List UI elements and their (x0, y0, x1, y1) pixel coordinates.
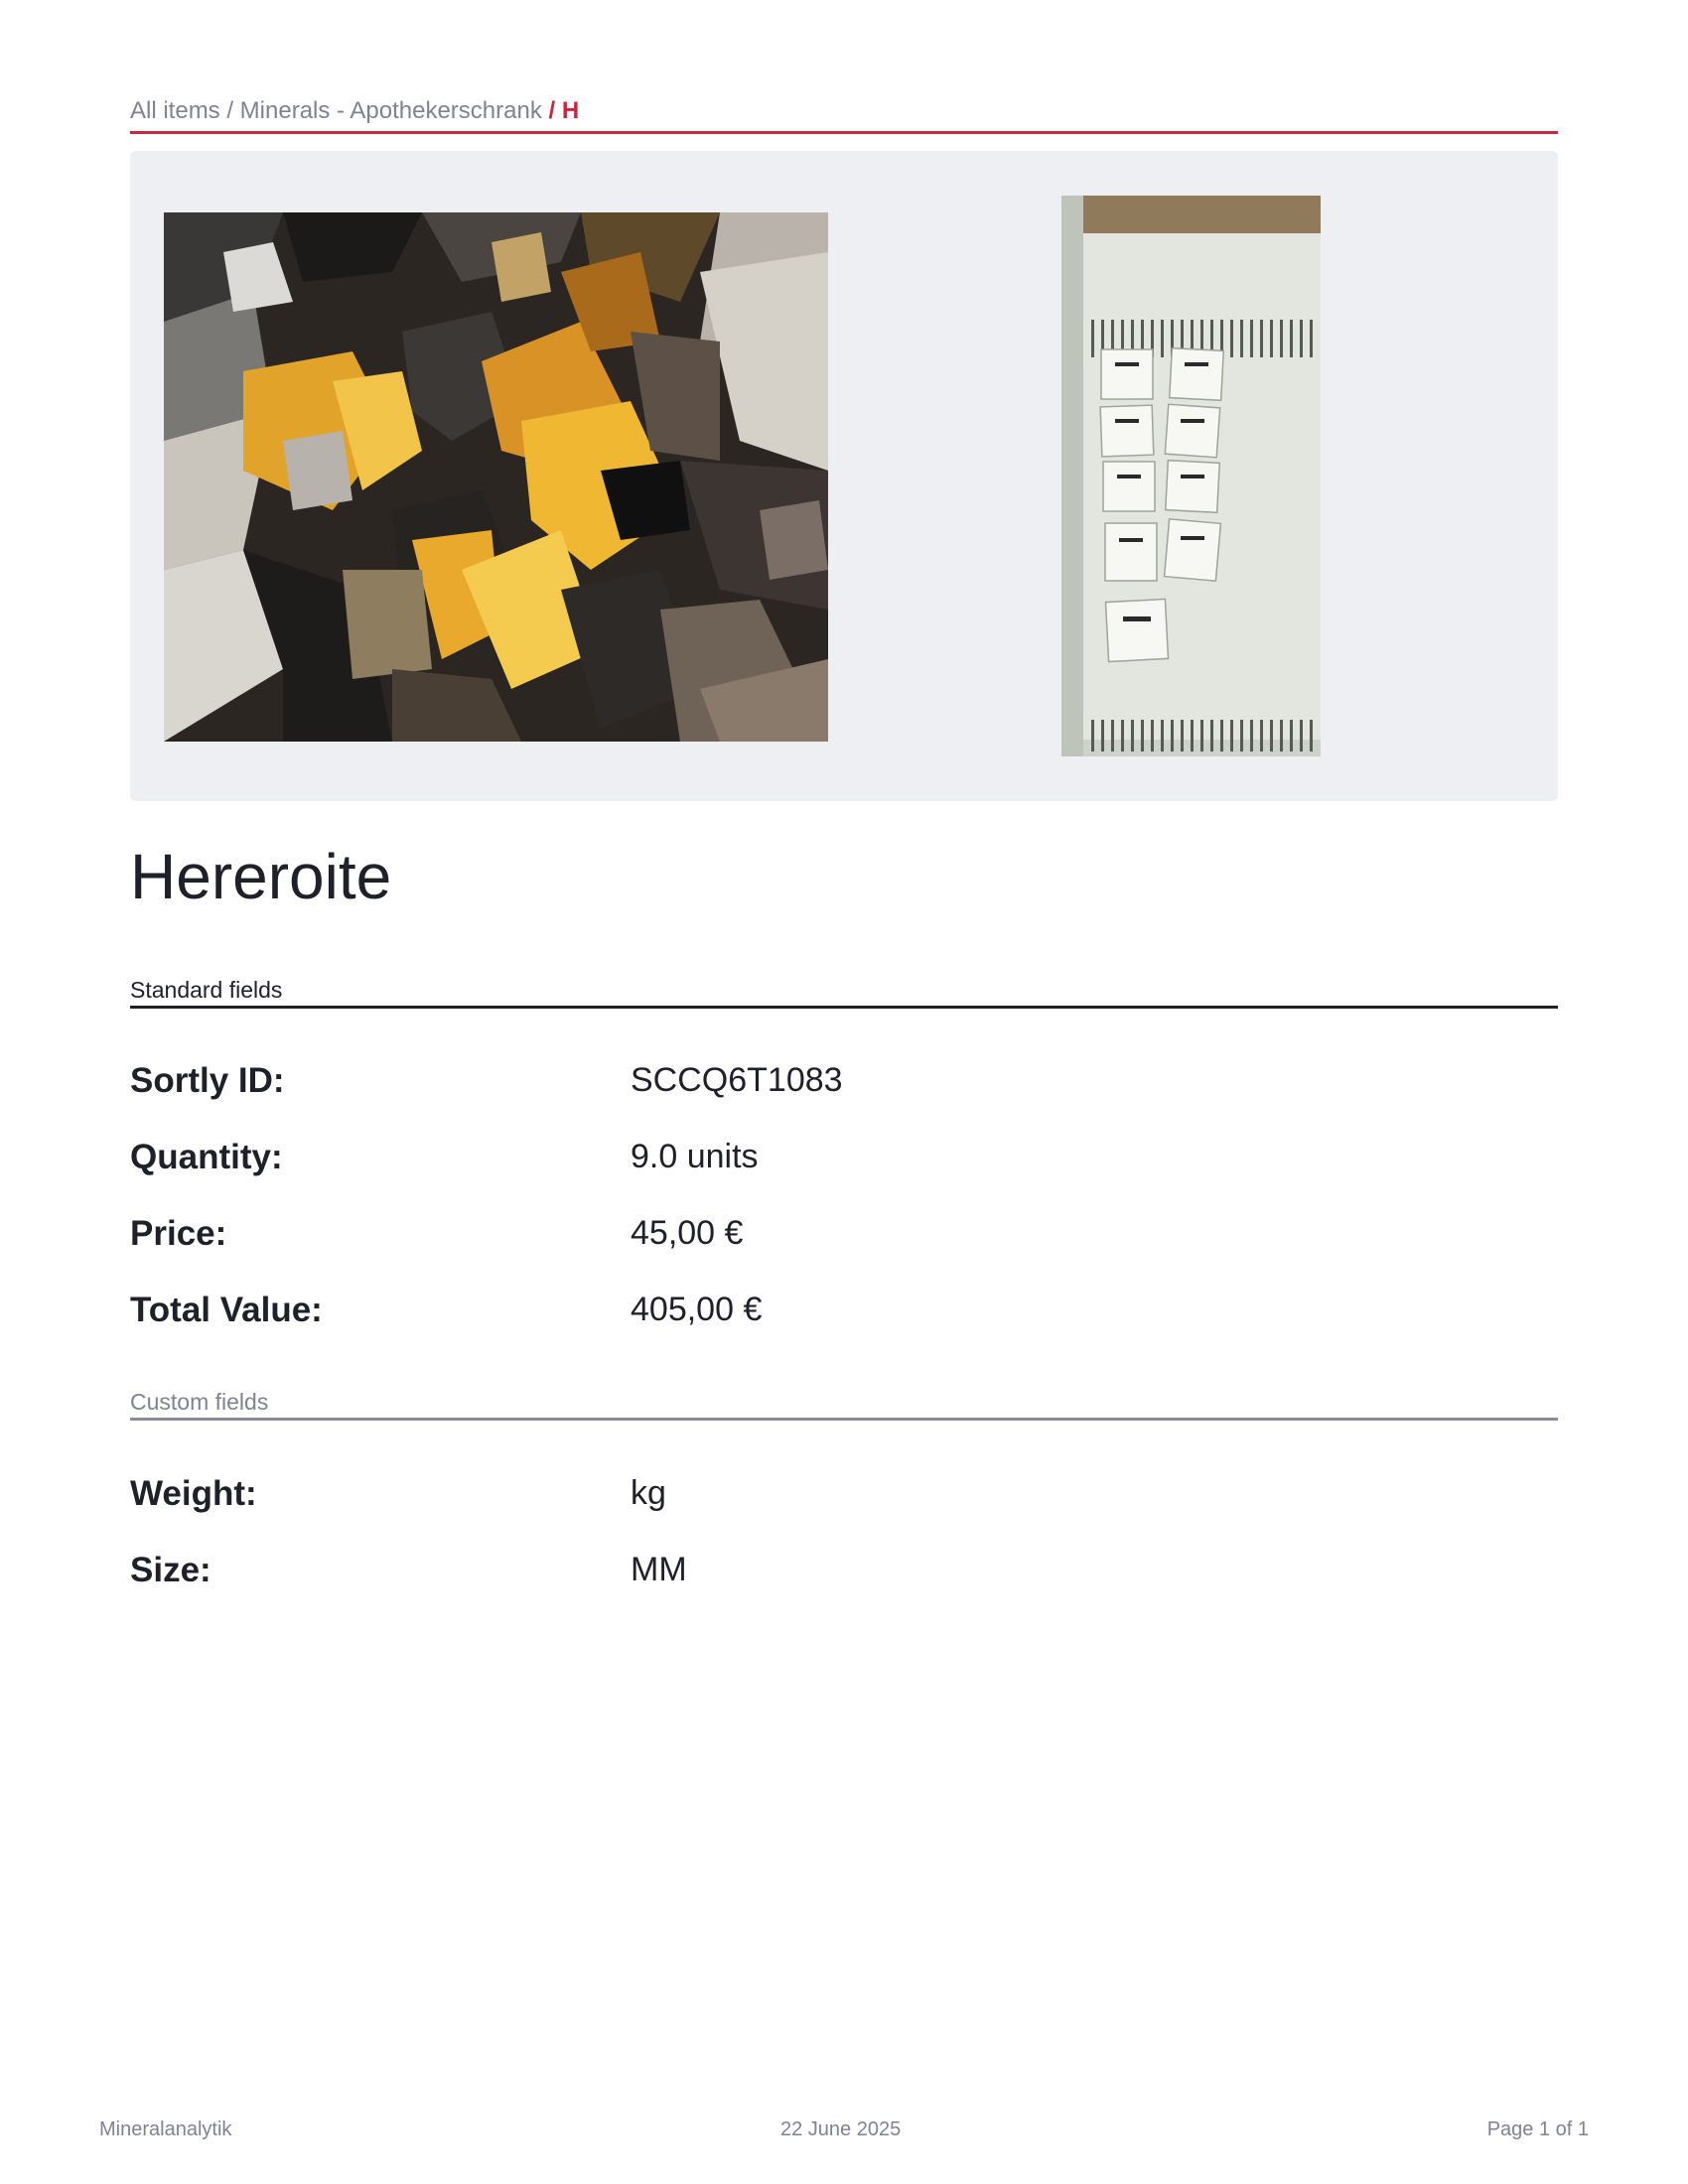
field-row-price (130, 1214, 1558, 1264)
field-label: Total Value: (130, 1291, 323, 1329)
breadcrumb-path[interactable]: All items / Minerals - Apothekerschrank (130, 97, 542, 124)
footer-page-number: Page 1 of 1 (1486, 2118, 1589, 2140)
mineral-specimen-photo[interactable] (164, 212, 828, 742)
field-row-weight (130, 1474, 1558, 1524)
field-value: 405,00 € (631, 1291, 763, 1328)
field-value: SCCQ6T1083 (631, 1061, 843, 1099)
custom-fields-heading: Custom fields (130, 1389, 1558, 1421)
field-label: Size: (130, 1551, 211, 1589)
specimen-boxes-photo[interactable] (1061, 196, 1321, 756)
field-label: Sortly ID: (130, 1061, 285, 1100)
field-value: MM (631, 1551, 687, 1588)
field-row-sortly-id (130, 1061, 1558, 1111)
breadcrumb (130, 97, 579, 125)
field-value: kg (631, 1474, 666, 1512)
field-label: Quantity: (130, 1138, 283, 1176)
field-label: Price: (130, 1214, 227, 1253)
item-title: Hereroite (130, 841, 392, 912)
standard-fields-heading: Standard fields (130, 977, 1558, 1009)
breadcrumb-divider (130, 131, 1558, 134)
field-value: 9.0 units (631, 1138, 759, 1175)
field-row-total-value (130, 1291, 1558, 1340)
field-value: 45,00 € (631, 1214, 744, 1252)
field-row-size (130, 1551, 1558, 1600)
footer-date: 22 June 2025 (780, 2118, 902, 2140)
field-label: Weight: (130, 1474, 257, 1513)
field-row-quantity (130, 1138, 1558, 1187)
breadcrumb-current: / H (541, 97, 580, 124)
photo-gallery (130, 151, 1558, 801)
footer-company: Mineralanalytik (99, 2118, 232, 2140)
